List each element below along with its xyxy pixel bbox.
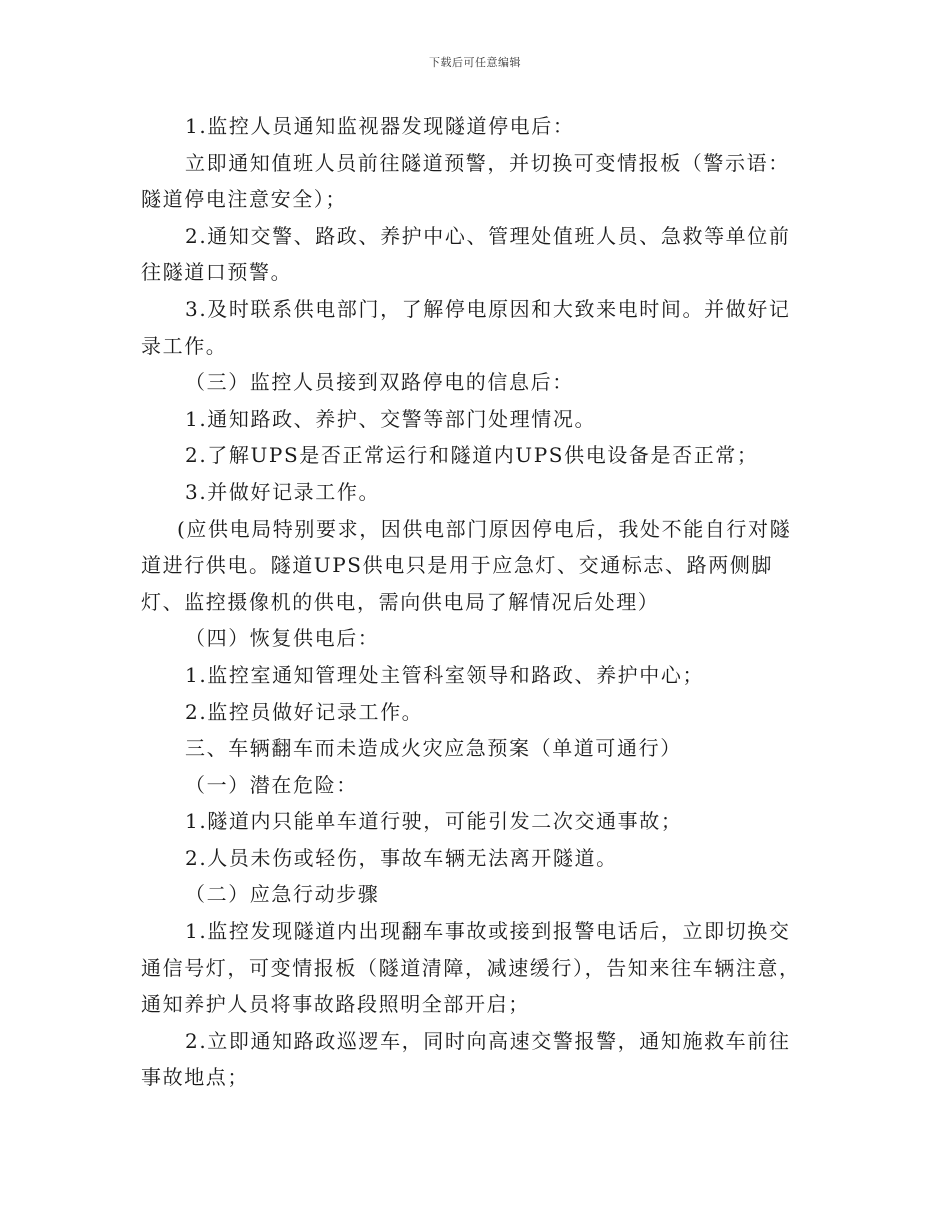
paragraph-2: 立即通知值班人员前往隧道预警，并切换可变情报板（警示语：隧道停电注意安全）； — [141, 150, 790, 212]
paragraph-18: 1.监控发现隧道内出现翻车事故或接到报警电话后，立即切换交通信号灯，可变情报板（隧道清障，减速缓行），告知来往车辆注意，通知养护人员将事故路段照明全部开启； — [141, 919, 801, 1017]
chapter-heading-3: 三、车辆翻车而未造成火灾应急预案（单道可通行） — [185, 736, 682, 761]
page-header: 下载后可任意编辑 — [429, 56, 521, 69]
document-body — [141, 108, 811, 1096]
paragraph-7: 2.了解UPS是否正常运行和隧道内UPS供电设备是否正常； — [185, 443, 759, 468]
section-heading-4: （四）恢复供电后： — [185, 626, 380, 651]
paragraph-15: 1.隧道内只能单车道行驶，可能引发二次交通事故； — [185, 809, 683, 834]
section-heading-2: （二）应急行动步骤 — [185, 882, 380, 907]
paragraph-12: 2.监控员做好记录工作。 — [185, 699, 424, 724]
section-heading-3: （三）监控人员接到双路停电的信息后： — [185, 370, 574, 395]
paragraph-16: 2.人员未伤或轻伤，事故车辆无法离开隧道。 — [185, 845, 618, 870]
paragraph-11: 1.监控室通知管理处主管科室领导和路政、养护中心； — [185, 662, 705, 687]
paragraph-3: 2.通知交警、路政、养护中心、管理处值班人员、急救等单位前往隧道口预警。 — [141, 223, 791, 285]
paragraph-1: 1.监控人员通知监视器发现隧道停电后： — [185, 114, 575, 138]
section-heading-1: （一）潜在危险： — [185, 772, 358, 797]
paragraph-6: 1.通知路政、养护、交警等部门处理情况。 — [185, 406, 597, 431]
paragraph-8: 3.并做好记录工作。 — [185, 479, 381, 504]
paragraph-4: 3.及时联系供电部门，了解停电原因和大致来电时间。并做好记录工作。 — [141, 296, 791, 358]
paragraph-note: (应供电局特别要求，因供电部门原因停电后，我处不能自行对隧道进行供电。隧道UPS供电只是用于应急灯、交通标志、路两侧脚灯、监控摄像机的供电，需向供电局了解情况后处理） — [141, 516, 792, 614]
paragraph-19: 2.立即通知路政巡逻车，同时向高速交警报警，通知施救车前往事故地点； — [141, 1028, 791, 1090]
